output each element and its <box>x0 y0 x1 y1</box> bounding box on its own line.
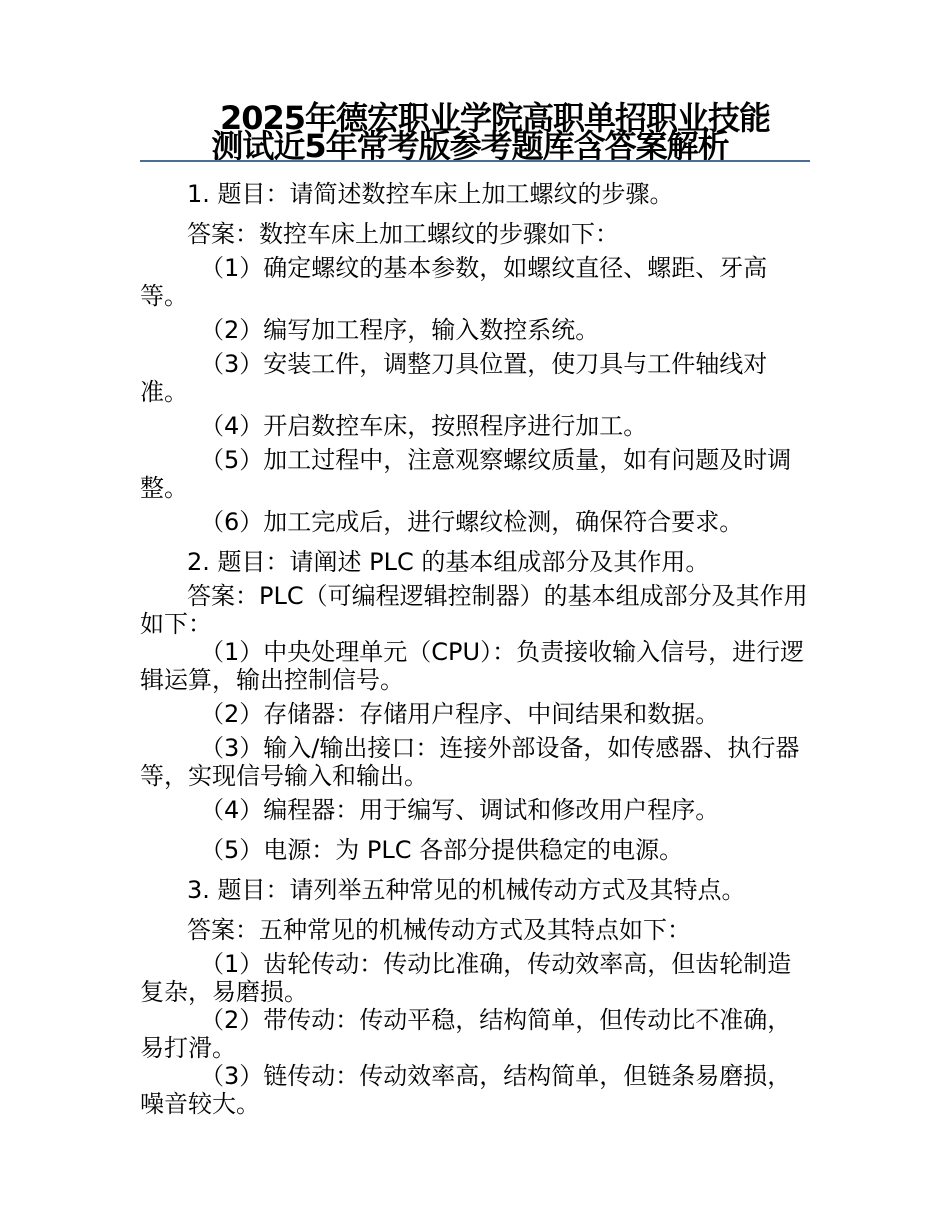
answer-1-item-5: （5）加工过程中，注意观察螺纹质量，如有问题及时调整。 <box>140 446 792 502</box>
question-3: 3. 题目：请列举五种常见的机械传动方式及其特点。 <box>187 876 746 904</box>
answer-2-item-1: （1）中央处理单元（CPU）：负责接收输入信号，进行逻辑运算，输出控制信号。 <box>140 638 805 694</box>
question-2: 2. 题目：请阐述 PLC 的基本组成部分及其作用。 <box>187 548 710 576</box>
page-title <box>140 99 810 165</box>
title-divider <box>140 160 810 162</box>
answer-2-intro: 答案：PLC（可编程逻辑控制器）的基本组成部分及其作用如下： <box>140 582 808 638</box>
answer-1-intro: 答案：数控车床上加工螺纹的步骤如下： <box>187 220 619 248</box>
answer-2-item-5: （5）电源：为 PLC 各部分提供稳定的电源。 <box>200 836 684 864</box>
answer-1-item-6: （6）加工完成后，进行螺纹检测，确保符合要求。 <box>200 508 744 536</box>
question-1: 1. 题目：请简述数控车床上加工螺纹的步骤。 <box>187 180 674 208</box>
answer-3-item-1: （1）齿轮传动：传动比准确，传动效率高，但齿轮制造复杂，易磨损。 <box>140 950 792 1006</box>
answer-2-item-4: （4）编程器：用于编写、调试和修改用户程序。 <box>200 796 720 824</box>
answer-2-item-2: （2）存储器：存储用户程序、中间结果和数据。 <box>200 700 720 728</box>
document-body <box>140 174 810 1118</box>
answer-1-item-1: （1）确定螺纹的基本参数，如螺纹直径、螺距、牙高等。 <box>140 254 768 310</box>
answer-3-item-2: （2）带传动：传动平稳，结构简单，但传动比不准确，易打滑。 <box>140 1006 792 1062</box>
title-line-2: 测试近5年常考版参考题库含答案解析 <box>211 127 729 165</box>
answer-1-item-4: （4）开启数控车床，按照程序进行加工。 <box>200 412 648 440</box>
answer-3-intro: 答案：五种常见的机械传动方式及其特点如下： <box>187 916 691 944</box>
answer-1-item-2: （2）编写加工程序，输入数控系统。 <box>200 316 600 344</box>
answer-3-item-3: （3）链传动：传动效率高，结构简单，但链条易磨损，噪音较大。 <box>140 1062 792 1118</box>
title-line-1: 2025年德宏职业学院高职单招职业技能 <box>219 99 771 137</box>
answer-2-item-3: （3）输入/输出接口：连接外部设备，如传感器、执行器等，实现信号输入和输出。 <box>140 734 800 790</box>
answer-1-item-3: （3）安装工件，调整刀具位置，使刀具与工件轴线对准。 <box>140 350 768 406</box>
